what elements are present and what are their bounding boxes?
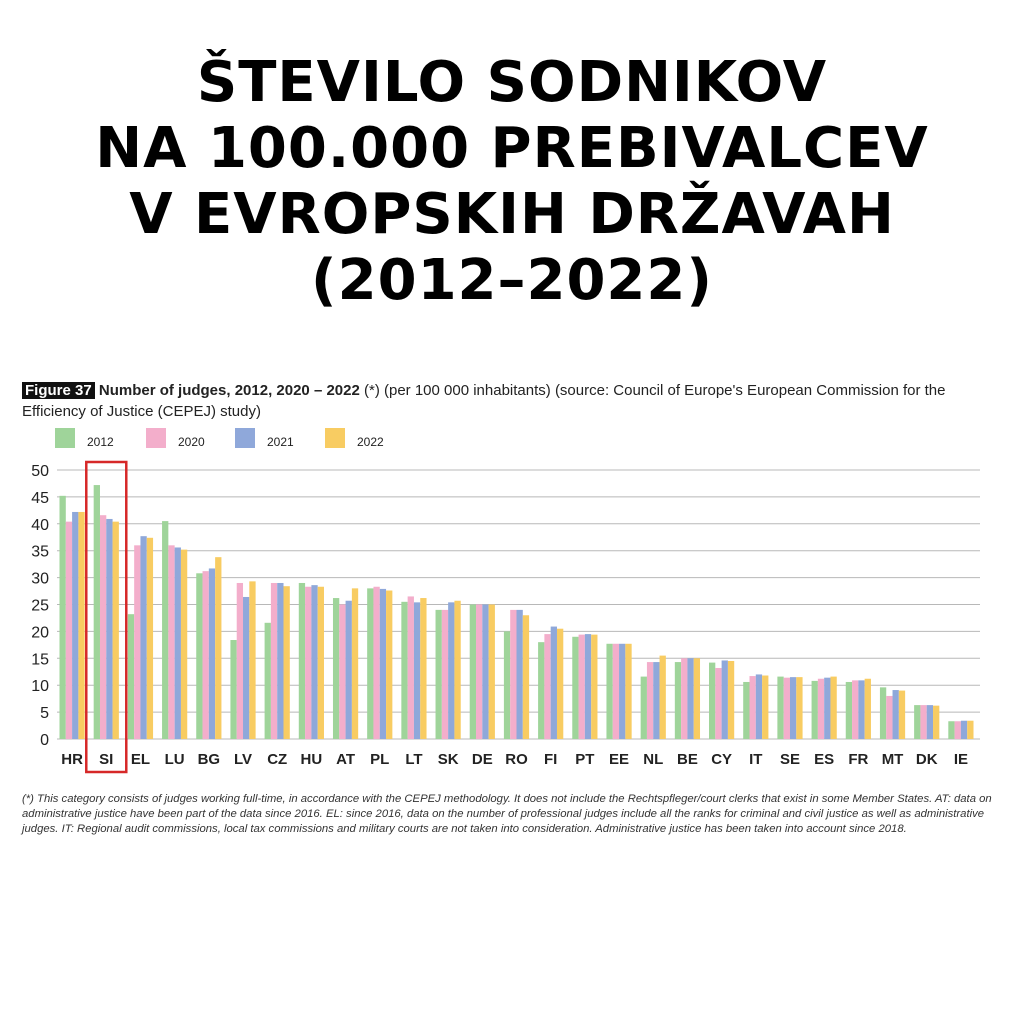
bar-chart: [10, 455, 1000, 780]
bar-IE-2022: [967, 721, 973, 739]
bar-PT-2022: [591, 635, 597, 739]
bar-FI-2022: [557, 629, 563, 739]
bar-EE-2020: [613, 644, 619, 739]
bar-DE-2021: [482, 605, 488, 740]
bar-IT-2021: [756, 674, 762, 739]
bar-AT-2020: [339, 605, 345, 740]
bar-PT-2021: [585, 634, 591, 739]
x-tick-label-HR: HR: [61, 751, 83, 768]
bar-LT-2012: [401, 602, 407, 739]
bar-CZ-2021: [277, 583, 283, 739]
bar-BE-2020: [681, 658, 687, 739]
bar-SI-2012: [94, 485, 100, 739]
x-tick-label-DE: DE: [471, 751, 493, 768]
bar-IT-2020: [749, 676, 755, 739]
y-tick-label-5: 5: [40, 705, 49, 723]
headline-line-4: (2012–2022): [311, 248, 713, 313]
bar-SI-2022: [113, 522, 119, 739]
bar-ES-2022: [830, 677, 836, 739]
y-tick-label-0: 0: [40, 732, 49, 749]
x-tick-label-FR: FR: [848, 751, 869, 768]
bar-CY-2020: [715, 668, 721, 739]
x-tick-label-BG: BG: [197, 751, 221, 768]
bar-CY-2012: [709, 663, 715, 739]
x-tick-label-SK: SK: [437, 751, 459, 768]
bar-DE-2020: [476, 605, 482, 740]
bar-EE-2012: [606, 644, 612, 739]
bar-HR-2020: [66, 522, 72, 739]
bar-SK-2022: [454, 601, 460, 739]
bar-ES-2012: [812, 681, 818, 739]
bar-SE-2020: [784, 678, 790, 739]
bar-CZ-2022: [284, 586, 290, 739]
bar-HR-2021: [72, 512, 78, 739]
legend-swatch-2021: [235, 428, 255, 448]
x-tick-label-MT: MT: [881, 751, 904, 768]
bar-SK-2012: [436, 610, 442, 739]
bar-BG-2012: [196, 573, 202, 739]
bar-SI-2021: [106, 519, 112, 739]
bar-EL-2020: [134, 545, 140, 739]
bar-FI-2020: [544, 634, 550, 739]
bar-SI-2020: [100, 515, 106, 739]
bar-PL-2020: [373, 587, 379, 739]
bar-FR-2012: [846, 682, 852, 739]
bar-DK-2020: [920, 705, 926, 739]
bar-RO-2012: [504, 631, 510, 739]
bar-PL-2012: [367, 588, 373, 739]
bar-RO-2020: [510, 610, 516, 739]
bar-EE-2021: [619, 644, 625, 739]
x-tick-label-AT: AT: [336, 751, 356, 768]
bar-PT-2020: [579, 635, 585, 739]
x-tick-label-CZ: CZ: [267, 751, 288, 768]
bar-SE-2022: [796, 677, 802, 739]
y-tick-label-30: 30: [31, 570, 49, 588]
bar-FI-2021: [551, 627, 557, 739]
x-tick-label-SI: SI: [99, 751, 114, 768]
x-tick-label-NL: NL: [643, 751, 664, 768]
x-tick-label-IT: IT: [749, 751, 763, 768]
bar-SK-2021: [448, 602, 454, 739]
bar-RO-2021: [517, 610, 523, 739]
bar-LU-2020: [168, 545, 174, 739]
bar-NL-2012: [641, 677, 647, 739]
bar-DK-2012: [914, 705, 920, 739]
bar-LT-2022: [420, 598, 426, 739]
x-tick-label-PT: PT: [575, 751, 595, 768]
bar-BG-2021: [209, 568, 215, 739]
legend-label-2012: 2012: [87, 435, 114, 449]
bar-LU-2012: [162, 521, 168, 739]
bar-AT-2021: [346, 601, 352, 739]
x-tick-label-IE: IE: [953, 751, 969, 768]
bar-BE-2021: [687, 658, 693, 739]
bar-BG-2022: [215, 557, 221, 739]
x-tick-label-SE: SE: [779, 751, 800, 768]
bar-LU-2021: [175, 547, 181, 739]
headline-line-2: NA 100.000 PREBIVALCEV: [95, 116, 929, 181]
bar-FR-2020: [852, 680, 858, 739]
bar-CY-2021: [722, 660, 728, 739]
x-tick-label-LU: LU: [164, 751, 185, 768]
bar-EL-2012: [128, 614, 134, 739]
bar-LT-2020: [408, 596, 414, 739]
x-tick-label-LV: LV: [233, 751, 253, 768]
bar-NL-2021: [653, 662, 659, 739]
bar-PL-2022: [386, 591, 392, 739]
bar-EL-2022: [147, 538, 153, 739]
bar-FR-2022: [865, 679, 871, 739]
legend-label-2020: 2020: [178, 435, 205, 449]
legend-label-2022: 2022: [357, 435, 384, 449]
bar-ES-2021: [824, 678, 830, 739]
bar-CZ-2012: [265, 623, 271, 739]
bar-DK-2022: [933, 706, 939, 739]
bar-LV-2020: [237, 583, 243, 739]
x-tick-label-RO: RO: [505, 751, 528, 768]
bar-NL-2022: [660, 656, 666, 739]
bar-LV-2012: [230, 640, 236, 739]
bar-HU-2012: [299, 583, 305, 739]
figure-title: Number of judges, 2012, 2020 – 2022: [98, 382, 360, 399]
bar-IT-2022: [762, 676, 768, 739]
y-tick-label-50: 50: [31, 463, 49, 480]
bar-IT-2012: [743, 682, 749, 739]
bar-EE-2022: [625, 644, 631, 739]
headline: [0, 50, 1024, 314]
x-tick-label-EE: EE: [609, 751, 630, 768]
bar-ES-2020: [818, 679, 824, 739]
headline-line-3: V EVROPSKIH DRŽAVAH: [129, 182, 895, 247]
figure-caption: [22, 380, 1002, 422]
legend-swatch-2012: [55, 428, 75, 448]
bar-HR-2022: [78, 512, 84, 739]
bar-FR-2021: [858, 680, 864, 739]
x-tick-label-ES: ES: [814, 751, 835, 768]
x-tick-label-LT: LT: [405, 751, 423, 768]
bar-LT-2021: [414, 602, 420, 739]
bar-LU-2022: [181, 550, 187, 739]
bar-DE-2022: [489, 605, 495, 740]
bar-SE-2021: [790, 677, 796, 739]
legend-label-2021: 2021: [267, 435, 294, 449]
bar-MT-2012: [880, 687, 886, 739]
bar-AT-2012: [333, 598, 339, 739]
bar-NL-2020: [647, 662, 653, 739]
figure-note: (*) (per 100 000 inhabitants) (source: Council of Europe's European Commission for the Efficiency of Justice (CEPEJ) study): [22, 382, 946, 420]
legend-swatch-2020: [146, 428, 166, 448]
bar-LV-2022: [249, 581, 255, 739]
legend-swatch-2022: [325, 428, 345, 448]
x-tick-label-DK: DK: [915, 751, 938, 768]
bar-RO-2022: [523, 615, 529, 739]
bar-BG-2020: [203, 571, 209, 739]
y-tick-label-45: 45: [31, 489, 49, 507]
figure-label: Figure 37: [22, 382, 95, 399]
x-tick-label-BE: BE: [677, 751, 698, 768]
x-tick-label-PL: PL: [370, 751, 390, 768]
bar-DK-2021: [927, 705, 933, 739]
bar-HU-2020: [305, 587, 311, 739]
bar-HR-2012: [59, 496, 65, 739]
y-tick-label-35: 35: [31, 543, 49, 561]
headline-line-1: ŠTEVILO SODNIKOV: [196, 50, 828, 115]
bar-SK-2020: [442, 610, 448, 739]
bar-HU-2021: [311, 585, 317, 739]
bar-AT-2022: [352, 588, 358, 739]
bar-LV-2021: [243, 597, 249, 739]
bar-MT-2022: [899, 691, 905, 739]
bar-PT-2012: [572, 637, 578, 739]
bar-HU-2022: [318, 587, 324, 739]
y-tick-label-20: 20: [31, 624, 49, 642]
bar-BE-2022: [694, 658, 700, 739]
y-tick-label-10: 10: [31, 678, 49, 696]
bar-BE-2012: [675, 662, 681, 739]
bar-CZ-2020: [271, 583, 277, 739]
bar-IE-2020: [955, 721, 961, 739]
bar-IE-2012: [948, 721, 954, 739]
bar-DE-2012: [470, 605, 476, 740]
bar-PL-2021: [380, 589, 386, 739]
chart-footnote: (*) This category consists of judges working full-time, in accordance with the CEPEJ methodology. It does not include the Rechtspfleger/court clerks that exist in some Member States. AT: data on administrative justice have been part of the data since 2016. EL: since 2016, data on the number of professional judges include all the ranks for criminal and civil justice as well as administrative judges. IT: Regional audit commissions, local tax commissions and military courts are not taken into consideration. Administrative justice has been taken into account since 2018.: [22, 793, 992, 835]
x-tick-label-CY: CY: [711, 751, 733, 768]
bar-FI-2012: [538, 642, 544, 739]
x-tick-label-EL: EL: [130, 751, 151, 768]
bar-MT-2020: [886, 696, 892, 739]
bar-SE-2012: [777, 677, 783, 739]
y-tick-label-15: 15: [31, 651, 49, 669]
bar-CY-2022: [728, 661, 734, 739]
y-tick-label-25: 25: [31, 597, 49, 615]
x-tick-label-HU: HU: [300, 751, 323, 768]
x-tick-label-FI: FI: [544, 751, 558, 768]
bar-IE-2021: [961, 721, 967, 739]
bar-MT-2021: [893, 690, 899, 739]
bar-EL-2021: [140, 536, 146, 739]
y-tick-label-40: 40: [31, 516, 49, 534]
